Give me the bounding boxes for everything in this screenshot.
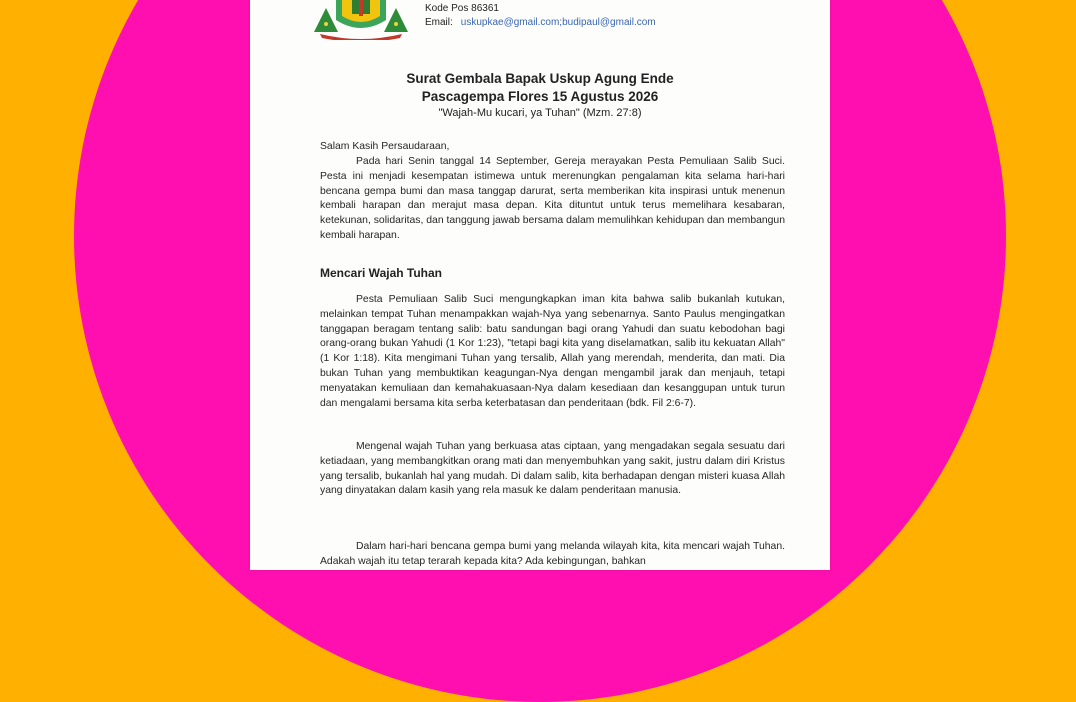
postal-code-line: Kode Pos 86361 bbox=[425, 3, 499, 14]
diocese-logo bbox=[312, 0, 410, 40]
letter-page bbox=[250, 0, 830, 570]
email-link[interactable]: uskupkae@gmail.com;budipaul@gmail.com bbox=[460, 17, 656, 28]
paragraph-1: Pada hari Senin tanggal 14 September, Gereja merayakan Pesta Pemuliaan Salib Suci. Pesta ini menjadi kesempatan istimewa untuk merenungkan pengalaman kita selama hari-hari bencana gempa bumi dan masa tanggap darurat, serta memberikan kita inspirasi untuk menenun kembali harapan dan merajut masa depan. Kita dituntut untuk terus memelihara kesabaran, ketekunan, solidaritas, dan tanggung jawab bersama dalam memulihkan kehidupan dan membangun kembali harapan. bbox=[320, 156, 785, 241]
letter-motto: "Wajah-Mu kucari, ya Tuhan" (Mzm. 27:8) bbox=[438, 107, 642, 119]
email-line bbox=[425, 17, 656, 28]
paragraph-3: Mengenal wajah Tuhan yang berkuasa atas ciptaan, yang mengadakan segala sesuatu dari ketiadaan, yang membangkitkan orang mati dan menyembuhkan yang sakit, justru dalam diri Kristus yang tersalib, bukanlah hal yang mudah. Di dalam salib, kita berhadapan dengan misteri kuasa Allah yang dinyatakan dalam kasih yang rela masuk ke dalam penderitaan manusia. bbox=[320, 441, 785, 497]
paragraph-2: Pesta Pemuliaan Salib Suci mengungkapkan iman kita bahwa salib bukanlah kutukan, melainkan tempat Tuhan menampakkan wajah-Nya yang sebenarnya. Santo Paulus mengingatkan tanggapan beragam tentang salib: batu sandungan bagi orang Yahudi dan suatu kebodohan bagi orang-orang bukan Yahudi (1 Kor 1:23), "tetapi bagi kita yang diselamatkan, salib itu kekuatan Allah" (1 Kor 1:18). Kita mengimani Tuhan yang tersalib, Allah yang merendah, menderita, dan mati. Dia bukan Tuhan yang membuktikan keagungan-Nya dengan mengambil jarak dan menjauh, tetapi menyatakan kemuliaan dan kemahakuasaan-Nya dalam kesediaan dan kesanggupan untuk turun dan mengalami bersama kita serba keterbatasan dan penderitaan (bdk. Fil 2:6-7). bbox=[320, 294, 785, 409]
paragraph-4: Dalam hari-hari bencana gempa bumi yang melanda wilayah kita, kita mencari wajah Tuhan. Adakah wajah itu tetap terarah kepada kita? Ada kebingungan, bahkan bbox=[320, 541, 785, 567]
section-heading: Mencari Wajah Tuhan bbox=[320, 266, 443, 280]
greeting: Salam Kasih Persaudaraan, bbox=[320, 141, 450, 152]
letter-title-line2: Pascagempa Flores 15 Agustus 2026 bbox=[421, 89, 659, 104]
email-label: Email: bbox=[425, 17, 453, 28]
letter-title-line1: Surat Gembala Bapak Uskup Agung Ende bbox=[406, 71, 674, 86]
